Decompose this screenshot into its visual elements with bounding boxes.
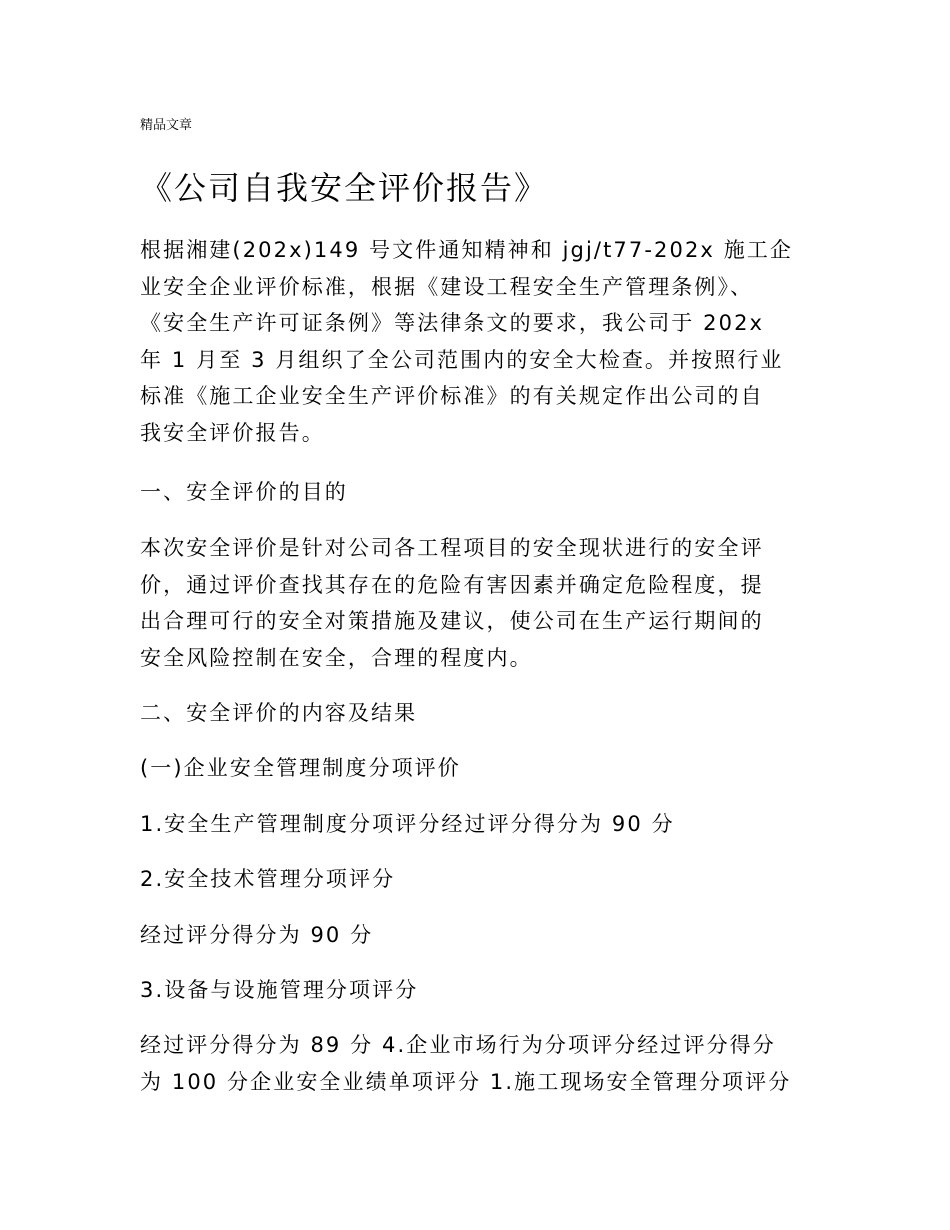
final-line: 经过评分得分为 89 分 4.企业市场行为分项评分经过评分得分 [140,1033,776,1057]
intro-line: 业安全企业评价标准，根据《建设工程安全生产管理条例》、 [140,274,754,299]
section1-paragraph [140,530,820,676]
intro-line: 我安全评价报告。 [140,420,325,445]
document-title: 《公司自我安全评价报告》 [140,169,549,207]
intro-line: 标准《施工企业安全生产评价标准》的有关规定作出公司的自 [140,384,764,408]
item-2: 2.安全技术管理分项评分 [140,867,396,891]
item-3: 3.设备与设施管理分项评分 [140,978,419,1002]
header-label: 精品文章 [140,118,193,133]
intro-line: 根据湘建(202x)149 号文件通知精神和 jgj/t77-202x 施工企 [140,238,794,262]
section1-line: 出合理可行的安全对策措施及建议，使公司在生产运行期间的 [140,609,764,633]
section2-heading: 二、安全评价的内容及结果 [140,701,418,725]
section1-line: 价，通过评价查找其存在的危险有害因素并确定危险程度，提 [140,572,764,597]
item-2-score: 经过评分得分为 90 分 [140,923,374,947]
section1-line: 安全风险控制在安全，合理的程度内。 [140,645,533,670]
final-paragraph [140,1027,820,1100]
section1-line: 本次安全评价是针对公司各工程项目的安全现状进行的安全评 [140,536,764,560]
final-line: 为 100 分企业安全业绩单项评分 1.施工现场安全管理分项评分 [140,1069,792,1094]
intro-line: 年 1 月至 3 月组织了全公司范围内的安全大检查。并按照行业 [140,347,784,372]
intro-paragraph [140,232,820,451]
section1-heading: 一、安全评价的目的 [140,480,348,504]
subsection1-heading: (一)企业安全管理制度分项评价 [140,756,461,780]
item-1: 1.安全生产管理制度分项评分经过评分得分为 90 分 [140,812,675,836]
intro-line: 《安全生产许可证条例》等法律条文的要求，我公司于 202x [140,311,765,335]
